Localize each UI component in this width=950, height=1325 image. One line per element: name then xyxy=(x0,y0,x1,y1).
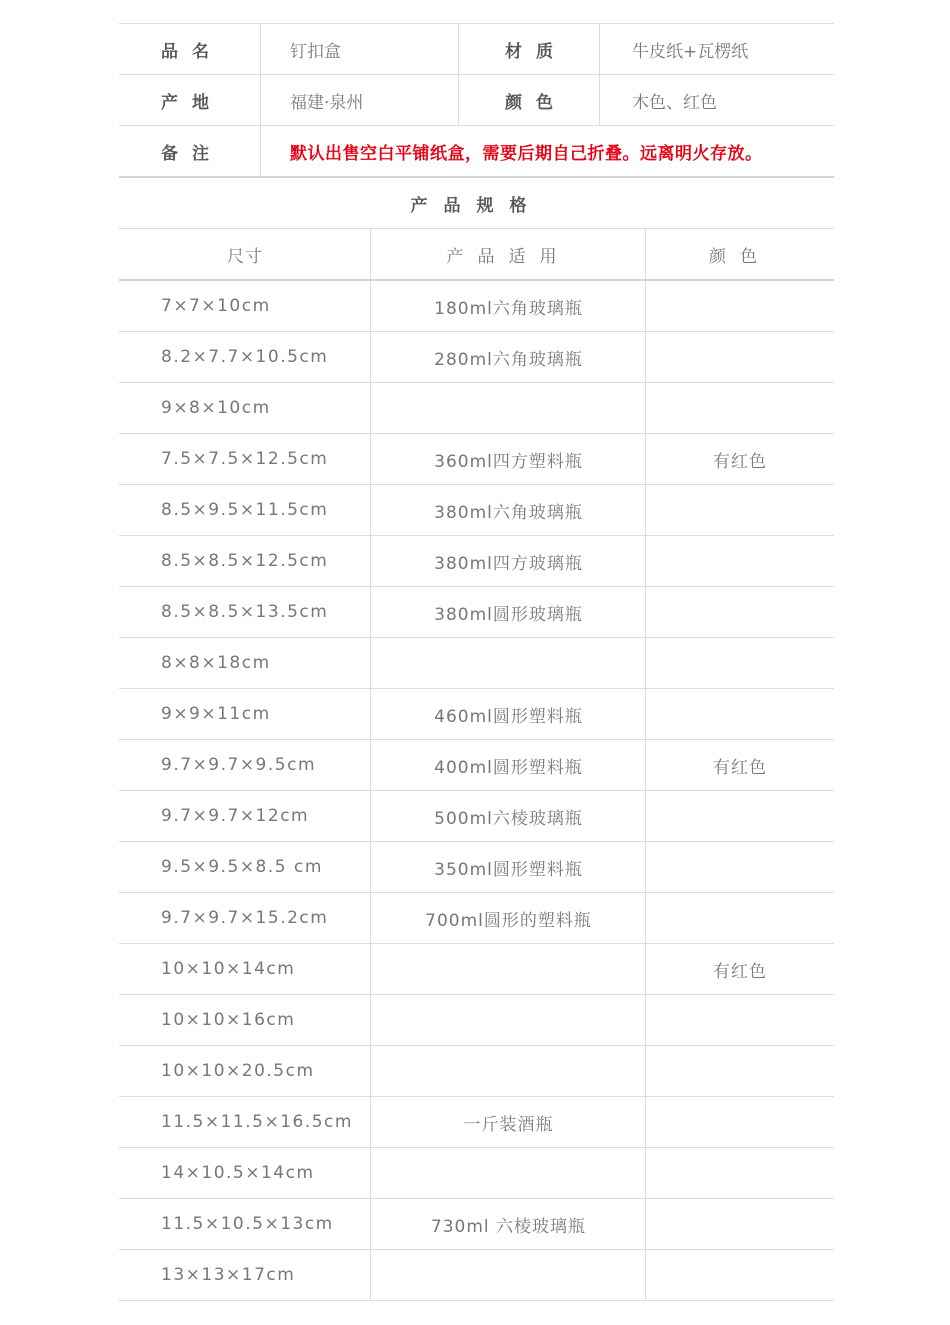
value-color: 木色、红色 xyxy=(632,92,717,113)
table-row xyxy=(119,638,834,688)
cell-product: 一斤装酒瓶 xyxy=(463,1114,554,1135)
cell-color xyxy=(646,485,834,535)
cell-size: 8.5×9.5×11.5cm xyxy=(161,500,329,520)
table-row xyxy=(119,944,834,994)
info-row-origin-name xyxy=(119,24,834,74)
table-row xyxy=(119,1148,834,1198)
cell-product xyxy=(371,1250,646,1300)
cell-product xyxy=(371,638,646,688)
value-origin: 福建·泉州 xyxy=(290,92,364,113)
cell-size: 9.7×9.7×12cm xyxy=(161,806,310,826)
table-row xyxy=(119,485,834,535)
cell-color: 有红色 xyxy=(713,757,767,778)
cell-product: 700ml圆形的塑料瓶 xyxy=(425,910,592,931)
header-product: 产品适用 xyxy=(446,246,571,267)
cell-size: 9.7×9.7×9.5cm xyxy=(161,755,317,775)
spec-section-title: 产品规格 xyxy=(410,195,543,216)
value-note: 默认出售空白平铺纸盒，需要后期自己折叠。远离明火存放。 xyxy=(290,143,763,164)
cell-size: 7.5×7.5×12.5cm xyxy=(161,449,329,469)
table-row xyxy=(119,893,834,943)
cell-product: 500ml六棱玻璃瓶 xyxy=(434,808,583,829)
cell-color: 有红色 xyxy=(713,961,767,982)
cell-size: 8.5×8.5×12.5cm xyxy=(161,551,329,571)
divider xyxy=(599,75,600,125)
cell-size: 11.5×10.5×13cm xyxy=(161,1214,334,1234)
cell-size: 10×10×16cm xyxy=(161,1010,296,1030)
cell-size: 9.5×9.5×8.5 cm xyxy=(161,857,323,877)
table-row xyxy=(119,383,834,433)
cell-color xyxy=(646,1199,834,1249)
label-origin: 产地 xyxy=(161,92,223,113)
divider xyxy=(458,24,459,74)
cell-size: 14×10.5×14cm xyxy=(161,1163,315,1183)
table-row xyxy=(119,1097,834,1147)
table-row xyxy=(119,791,834,841)
table-row xyxy=(119,995,834,1045)
cell-color xyxy=(646,842,834,892)
label-name: 品名 xyxy=(161,41,223,62)
cell-size: 10×10×14cm xyxy=(161,959,296,979)
cell-size: 8.5×8.5×13.5cm xyxy=(161,602,329,622)
cell-product xyxy=(371,1148,646,1198)
value-name: 钉扣盒 xyxy=(290,41,341,62)
table-row xyxy=(119,1046,834,1096)
cell-product: 380ml圆形玻璃瓶 xyxy=(434,604,583,625)
product-detail-table xyxy=(119,23,834,1301)
table-row xyxy=(119,1250,834,1300)
cell-size: 9×8×10cm xyxy=(161,398,271,418)
cell-color xyxy=(646,689,834,739)
label-color: 颜色 xyxy=(505,92,567,113)
cell-size: 9×9×11cm xyxy=(161,704,271,724)
cell-product: 350ml圆形塑料瓶 xyxy=(434,859,583,880)
info-row-note xyxy=(119,126,834,176)
cell-product: 380ml四方玻璃瓶 xyxy=(434,553,583,574)
spec-table-body xyxy=(119,281,834,1301)
label-material: 材质 xyxy=(505,41,567,62)
table-row xyxy=(119,689,834,739)
cell-product xyxy=(371,995,646,1045)
cell-size: 9.7×9.7×15.2cm xyxy=(161,908,329,928)
cell-product: 460ml圆形塑料瓶 xyxy=(434,706,583,727)
cell-product xyxy=(371,1046,646,1096)
table-row xyxy=(119,587,834,637)
divider xyxy=(260,75,261,125)
cell-product xyxy=(371,383,646,433)
label-note: 备注 xyxy=(161,143,223,164)
cell-product xyxy=(371,944,646,994)
cell-size: 11.5×11.5×16.5cm xyxy=(161,1112,353,1132)
cell-color xyxy=(646,536,834,586)
table-row xyxy=(119,281,834,331)
header-color: 颜色 xyxy=(709,246,771,267)
table-row xyxy=(119,332,834,382)
cell-color xyxy=(646,332,834,382)
cell-color xyxy=(646,1097,834,1147)
cell-size: 8.2×7.7×10.5cm xyxy=(161,347,329,367)
cell-color xyxy=(646,1250,834,1300)
spec-table-header xyxy=(119,229,834,279)
divider xyxy=(260,126,261,176)
cell-size: 7×7×10cm xyxy=(161,296,271,316)
cell-product: 360ml四方塑料瓶 xyxy=(434,451,583,472)
divider xyxy=(119,1300,834,1301)
divider xyxy=(599,24,600,74)
table-row xyxy=(119,434,834,484)
table-row xyxy=(119,536,834,586)
cell-product: 380ml六角玻璃瓶 xyxy=(434,502,583,523)
cell-color xyxy=(646,383,834,433)
cell-product: 730ml 六棱玻璃瓶 xyxy=(430,1216,587,1237)
cell-product: 180ml六角玻璃瓶 xyxy=(434,298,583,319)
table-row xyxy=(119,1199,834,1249)
cell-size: 13×13×17cm xyxy=(161,1265,296,1285)
cell-size: 8×8×18cm xyxy=(161,653,271,673)
table-row xyxy=(119,740,834,790)
cell-color xyxy=(646,995,834,1045)
cell-color xyxy=(646,638,834,688)
divider xyxy=(458,75,459,125)
cell-color: 有红色 xyxy=(713,451,767,472)
cell-color xyxy=(646,1148,834,1198)
divider xyxy=(260,24,261,74)
cell-color xyxy=(646,281,834,331)
cell-size: 10×10×20.5cm xyxy=(161,1061,315,1081)
table-row xyxy=(119,842,834,892)
header-size: 尺寸 xyxy=(227,246,263,267)
cell-color xyxy=(646,791,834,841)
cell-color xyxy=(646,1046,834,1096)
cell-product: 280ml六角玻璃瓶 xyxy=(434,349,583,370)
cell-product: 400ml圆形塑料瓶 xyxy=(434,757,583,778)
cell-color xyxy=(646,587,834,637)
info-row-origin-color xyxy=(119,75,834,125)
value-material: 牛皮纸+瓦楞纸 xyxy=(632,41,749,62)
cell-color xyxy=(646,893,834,943)
